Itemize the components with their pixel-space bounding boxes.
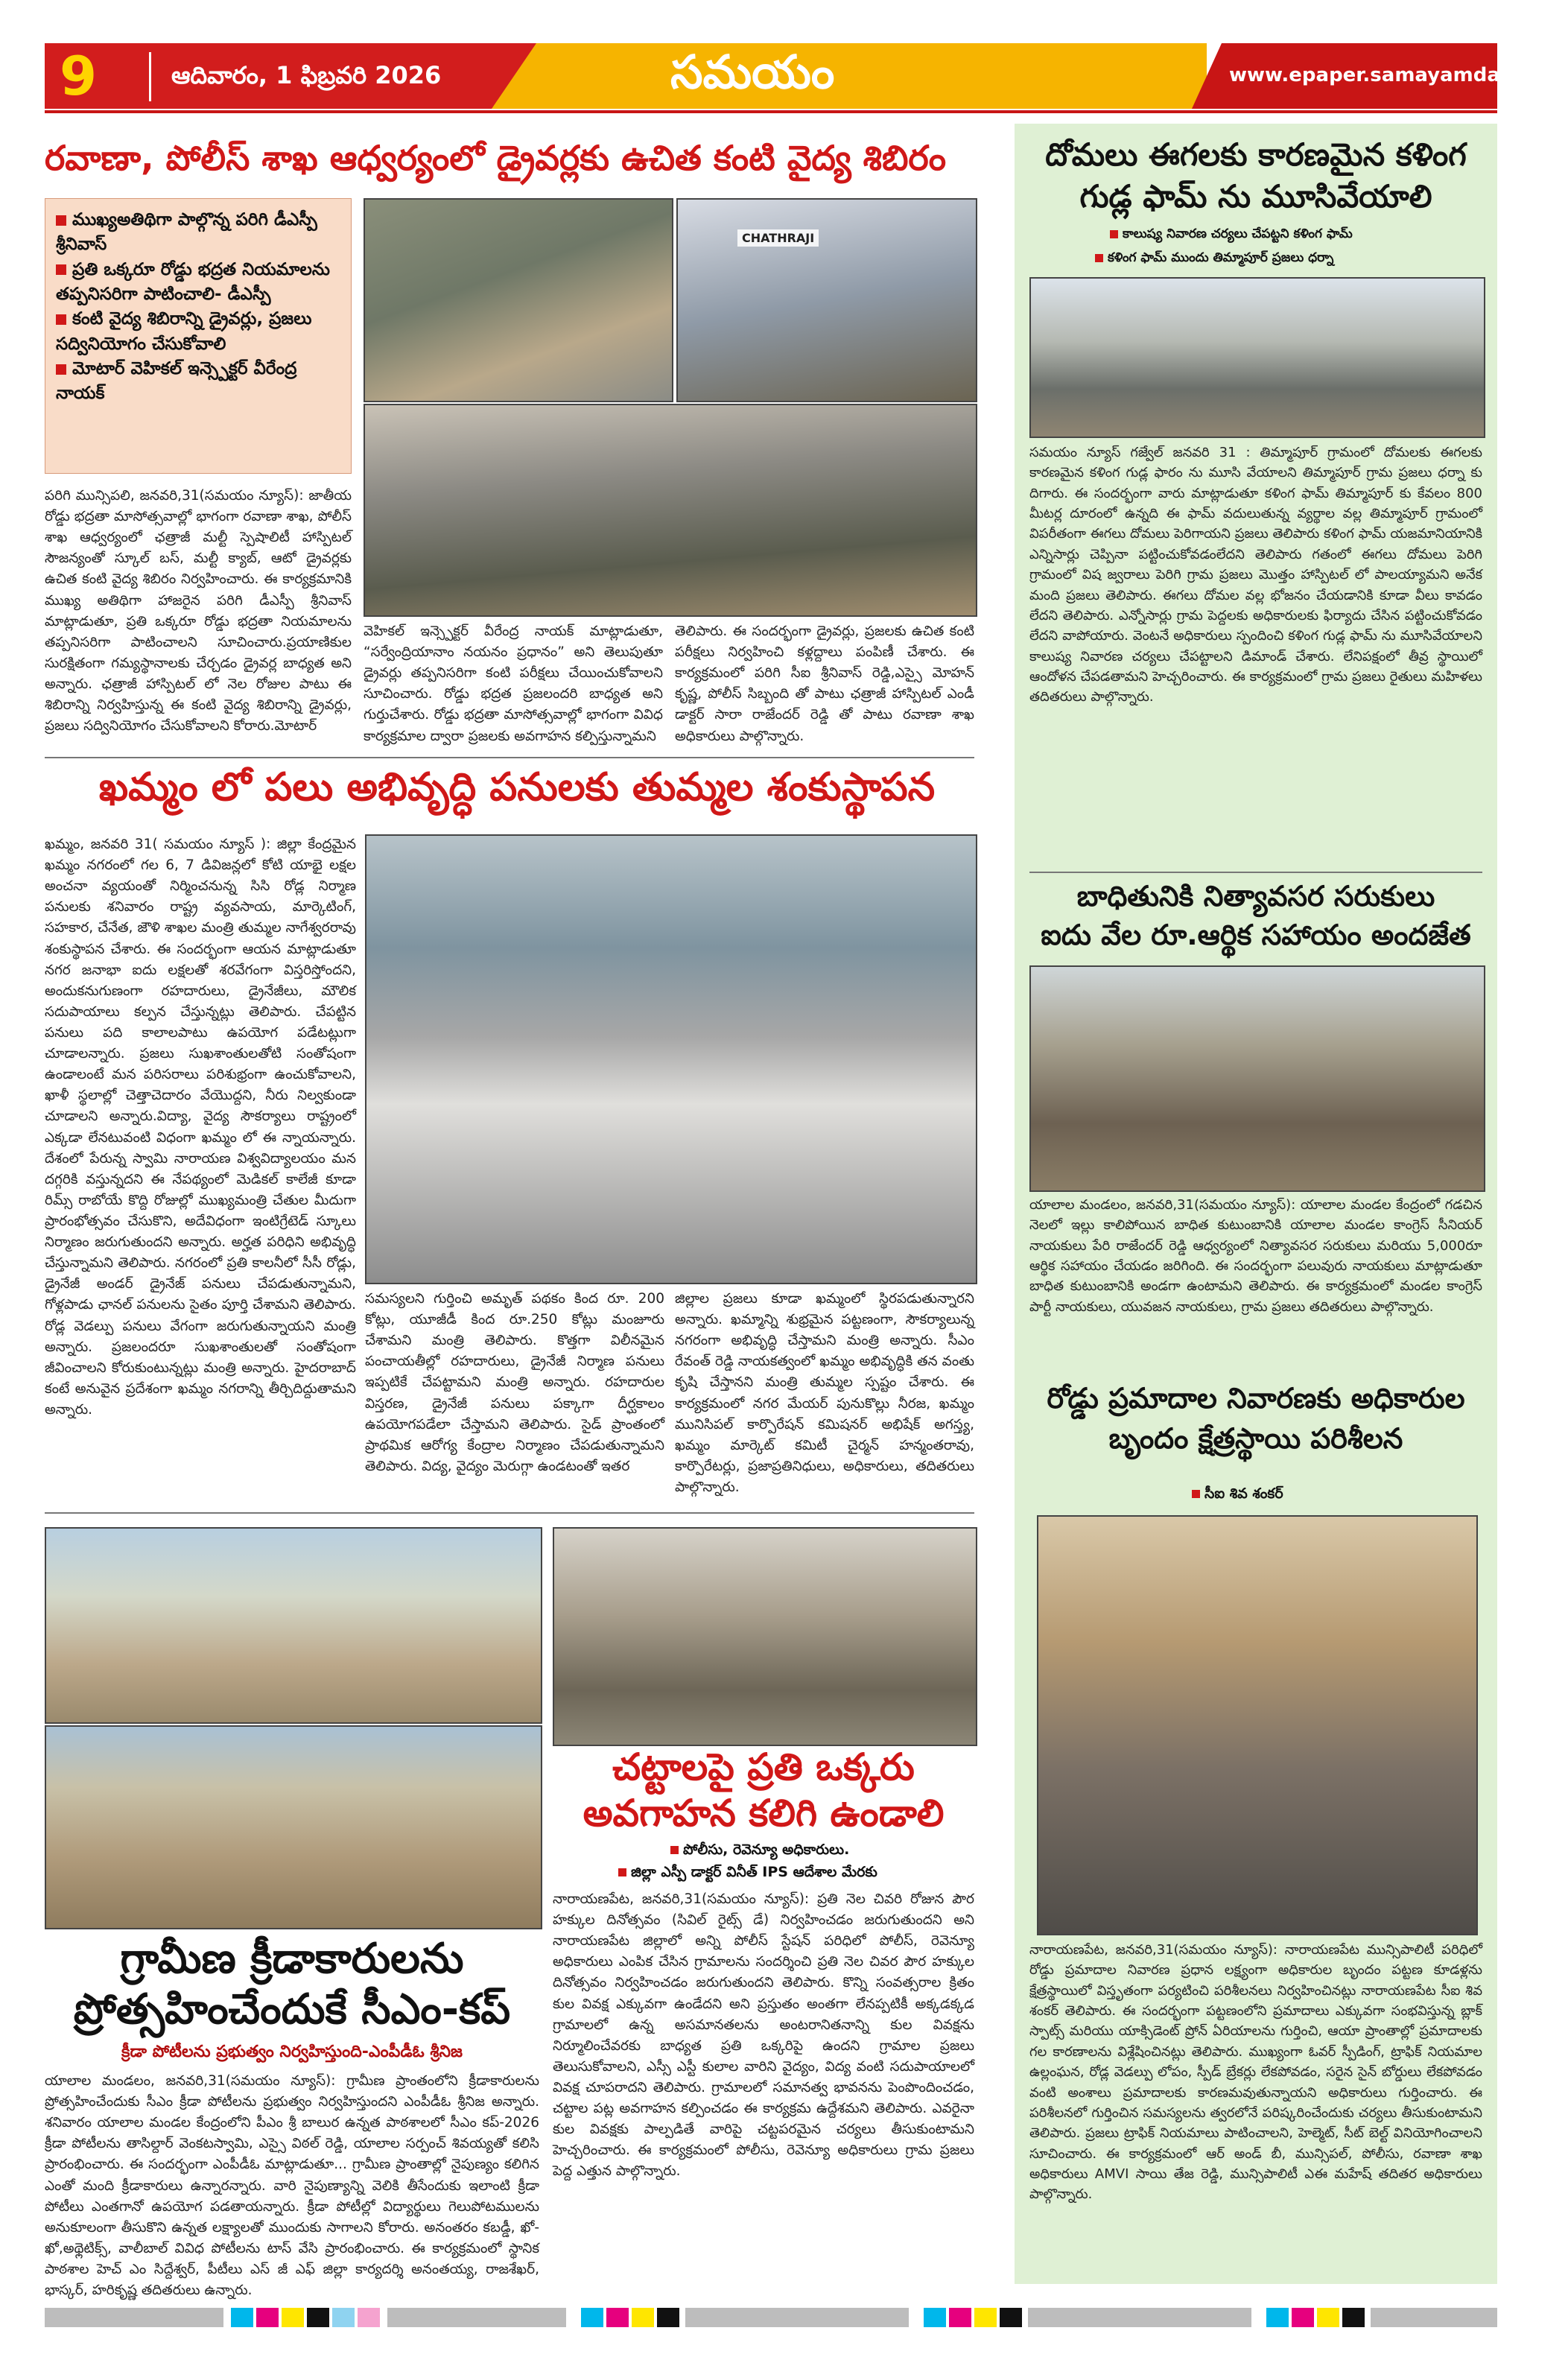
calibration-yellow [1317, 2308, 1339, 2327]
calibration-bar-gray [1371, 2308, 1497, 2327]
calibration-light-cyan [332, 2308, 355, 2327]
calibration-cyan [231, 2308, 253, 2327]
calibration-yellow [282, 2308, 304, 2327]
epaper-url[interactable]: www.epaper.samayamdaily.net [1229, 64, 1568, 86]
highlight-item: మోటార్ వెహికల్ ఇన్స్పెక్టర్ వీరేంద్ర నాయక్ [56, 359, 297, 404]
article5-sub2: కళింగ ఫామ్ ముందు తిమ్మాపూర్ ప్రజలు ధర్నా [1095, 250, 1333, 268]
article3-headline-line1: గ్రామీణ క్రీడాకారులను [120, 1935, 464, 1983]
article4-body: నారాయణపేట, జనవరి,31(సమయం న్యూస్): ప్రతి నెల చివరి రోజున పౌర హక్కుల దినోత్సవం (సివిల్ రైట్స్ డే) నిర్వహించడం జరుగుతుందని అని నారాయణపేట జిల్లాలో అన్ని పోలీస్ స్టేషన్ పరిధిలో పోలీస్, రెవెన్యూ అధికారులు ఎంపిక చేసిన గ్రామాలను సందర్శించి ప్రతి నెల చివర పౌర హక్కుల దినోత్సవం నిర్వహించడం జరుగుతుందని తెలిపారు. కొన్ని సంవత్సరాల క్రితం కుల వివక్ష ఎక్కువగా ఉండేదని అని ప్రస్తుతం అంతగా లేనప్పటికీ అక్కడక్కడ గ్రామాలలో ఉన్న అసమానతలను అంటరానితనాన్ని కుల వివక్షను నిర్మూలించేవరకు బాధ్యత ప్రతి ఒక్కరిపై ఉందని గ్రామాల ప్రజలు తెలుసుకోవాలని, ఎస్సీ ఎస్టీ కులాల వారిని వైద్యం, విద్య వంటి సదుపాయాలలో వివక్ష చూపరాదని తెలిపారు. గ్రామాలలో సమానత్వ భావనను పెంపొందించడం, చట్టాల పట్ల అవగాహన కల్పించడం ఈ కార్యక్రమ ఉద్దేశమని తెలిపారు. ఎవరైనా కుల వివక్షకు పాల్పడితే వారిపై చట్టపరమైన చర్యలు తీసుకుంటామని హెచ్చరించారు. ఈ కార్యక్రమంలో పోలీసు, రెవెన్యూ అధికారులు గ్రామ ప్రజలు పెద్ద ఎత్తున పాల్గొన్నారు. [553, 1891, 974, 2180]
calibration-magenta [256, 2308, 279, 2327]
article1-photo-hospital [676, 198, 977, 402]
article1-headline: రవాణా, పోలీస్ శాఖ ఆధ్వర్యంలో డ్రైవర్లకు ఉచిత కంటి వైద్య శిబిరం [45, 138, 947, 178]
header-rule [45, 110, 1497, 113]
article1-photo-officers [364, 198, 673, 402]
article6-headline-line2: ఐదు వేల రూ.ఆర్థిక సహాయం అందజేత [1041, 919, 1471, 951]
article6-headline-line1: బాధితునికి నిత్యావసర సరుకులు [1076, 880, 1435, 913]
page-number: 9 [60, 45, 98, 107]
masthead: సమయం [670, 45, 835, 99]
highlight-item: కంటి వైద్య శిబిరాన్ని డ్రైవర్లు, ప్రజలు సద్వినియోగం చేసుకోవాలి [56, 309, 312, 354]
article4-sub2: జిల్లా ఎస్పీ డాక్టర్ వినీత్ IPS ఆదేశాల మేరకు [618, 1864, 877, 1884]
header-yellow-band [492, 43, 1207, 109]
calibration-cyan [924, 2308, 946, 2327]
article3-body: యాలాల మండలం, జనవరి,31(సమయం న్యూస్): గ్రామీణ ప్రాంతంలోని క్రీడాకారులను ప్రోత్సహించేందుకు సీఎం క్రీడా పోటీలను ప్రభుత్వం నిర్వహిస్తుందని ఎంపీడీఓ శ్రీనిజ అన్నారు. శనివారం యాలాల మండల కేంద్రంలోని పీఎం శ్రీ బాలుర ఉన్నత పాఠశాలలో సీఎం కప్-2026 క్రీడా పోటీలను తాసిల్దార్ వెంకటస్వామి, ఎస్సై విఠల్ రెడ్డి, యాలాల సర్పంచ్ శివయ్యతో కలిసి ప్రారంభించారు. ఈ సందర్భంగా ఎంపీడీఓ మాట్లాడుతూ... గ్రామీణ ప్రాంతాల్లో నైపుణ్యం కలిగిన ఎంతో మంది క్రీడాకారులు ఉన్నారన్నారు. వారి నైపుణ్యాన్ని వెలికి తీసేందుకు ఇలాంటి క్రీడా పోటీలు ఎంతగానో ఉపయోగ పడతాయన్నారు. క్రీడా పోటీల్లో విద్యార్థులు గెలుపోటములను అనుకూలంగా తీసుకొని ఉన్నత లక్ష్యాలతో ముందుకు సాగాలని కోరారు. అనంతరం కబడ్డీ, ఖో-ఖో,అథ్లెటిక్స్, వాలీబాల్ వివిధ పోటీలను టాస్ వేసి ప్రారంభించారు. ఈ కార్యక్రమంలో స్థానిక పాఠశాల హెచ్ ఎం సిద్దేశ్వర్, పీటీలు ఎస్ జీ ఎఫ్ జిల్లా కార్యదర్శి అనంతయ్య, రాజశేఖర్, భాస్కర్, హరికృష్ణ తదితరులు ఉన్నారు. [45, 2073, 539, 2299]
calibration-bar-gray [387, 2308, 566, 2327]
article7-byline: సీఐ శివ శంకర్ [1192, 1485, 1283, 1506]
article7-photo-inspection [1037, 1515, 1478, 1935]
article1-col1: పరిగి మున్సిపలి, జనవరి,31(సమయం న్యూస్): జాతీయ రోడ్డు భద్రతా మాసోత్సవాల్లో భాగంగా రవాణా శాఖ, పోలీస్ శాఖ ఆధ్వర్యంలో ఛత్రాజీ మల్టీ స్పెషాలిటీ హాస్పిటల్ సౌజన్యంతో స్కూల్ బస్, మల్టీ క్యాబ్, ఆటో డ్రైవర్లకు ఉచిత కంటి వైద్య శిబిరం నిర్వహించారు. ఈ కార్యక్రమానికి ముఖ్య అతిథిగా హాజరైన పరిగి డీఎస్పీ శ్రీనివాస్ మాట్లాడుతూ, ప్రతి ఒక్కరూ రోడ్డు భద్రతా నియమాలను తప్పనిసరిగా పాటించాలని సూచించారు.ప్రయాణికుల సురక్షితంగా గమ్యస్థానాలకు చేర్చడం డ్రైవర్ల బాధ్యత అని అన్నారు. ఛత్రాజీ హాస్పిటల్ లో నెల రోజుల పాటు ఈ శిబిరాన్ని నిర్వహిస్తున్న ఈ కంటి వైద్య శిబిరాన్ని డ్రైవర్లు, ప్రజలు సద్వినియోగం చేసుకోవాలని కోరారు.మోటార్ [45, 488, 352, 735]
calibration-black [1000, 2308, 1022, 2327]
article2-col3: జిల్లాల ప్రజలు కూడా ఖమ్మంలో స్థిరపడుతున్నారని అన్నారు. ఖమ్మాన్ని శుభ్రమైన పట్టణంగా, సౌకర్యాలున్న నగరంగా అభివృద్ధి చేస్తామని మంత్రి అన్నారు. సీఎం రేవంత్ రెడ్డి నాయకత్వంలో ఖమ్మం అభివృద్ధికి తన వంతు కృషి చేస్తానని మంత్రి తుమ్మల స్పష్టం చేశారు. ఈ కార్యక్రమంలో నగర మేయర్ పునుకొల్లు నీరజ, ఖమ్మం మునిసిపల్ కార్పొరేషన్ కమిషనర్ అభిషేక్ అగస్త్య, ఖమ్మం మార్కెట్ కమిటీ చైర్మన్ హన్మంతరావు, కార్పొరేటర్లు, ప్రజాప్రతినిధులు, అధికారులు, తదితరులు పాల్గొన్నారు. [675, 1291, 974, 1495]
calibration-yellow [974, 2308, 997, 2327]
calibration-bar-gray [685, 2308, 909, 2327]
article4-sub1: పోలీసు, రెవెన్యూ అధికారులు. [670, 1841, 849, 1862]
article3-photo-sports2 [45, 1725, 542, 1929]
article7-headline-line2: బృందం క్షేత్రస్థాయి పరిశీలన [1108, 1422, 1403, 1455]
article1-highlights [45, 198, 352, 474]
calibration-black [1342, 2308, 1365, 2327]
article2-col1: ఖమ్మం, జనవరి 31( సమయం న్యూస్ ): జిల్లా కేంద్రమైన ఖమ్మం నగరంలో గల 6, 7 డివిజన్లలో కోటి యాభై లక్షల అంచనా వ్యయంతో నిర్మించనున్న సిసి రోడ్ల నిర్మాణ పనులకు శనివారం రాష్ట్ర వ్యవసాయ, మార్కెటింగ్, సహకార, చేనేత, జౌళి శాఖల మంత్రి తుమ్మల నాగేశ్వరరావు శంకుస్థాపన చేశారు. ఈ సందర్భంగా ఆయన మాట్లాడుతూ నగర జనాభా ఐదు లక్షలతో శరవేగంగా విస్తరిస్తోందని, అందుకనుగుణంగా రహదారులు, డ్రైనేజీలు, మౌలిక సదుపాయాలు కల్పన చేస్తున్నట్లు తెలిపారు. చేపట్టిన పనులు పది కాలాలపాటు ఉపయోగ పడేటట్లుగా చూడాలన్నారు. ప్రజలు సుఖశాంతులతోటి సంతోషంగా ఉండాలంటే మన పరిసరాలు పరిశుభ్రంగా ఉంచుకోవాలని, ఖాళీ స్థలాల్లో చెత్తాచెదారం వేయొద్దని, నీరు నిల్వకుండా చూడాలని అన్నారు.విద్యా, వైద్య సౌకర్యాలు రాష్ట్రంలో ఎక్కడా లేనటువంటి విధంగా ఖమ్మం లో ఈ న్నాయన్నారు. దేశంలో పేరున్న స్వామి నారాయణ విశ్వవిద్యాలయం మన దగ్గరికి వస్తున్నదని ఈ నేపథ్యంలో మెడికల్ కాలేజీ కూడా రిమ్స్ రాబోయే కొద్ది రోజుల్లో ముఖ్యమంత్రి చేతుల మీదుగా ప్రారంభోత్సవం చేసుకొని, అదేవిధంగా ఇంటిగ్రేటెడ్ స్కూలు నిర్మాణం జరుగుతుందని అన్నారు. అర్హత పరిధిని అభివృద్ధి చేస్తున్నామని తెలిపారు. నగరంలో ప్రతి కాలనీలో సీసీ రోడ్లు, డ్రైనేజీ అండర్ డ్రైనేజ్ పనులు చేపడుతున్నామని, గోళ్లపాడు ఛానల్ పనులను సైతం పూర్తి చేశామని తెలిపారు. రోడ్ల వెడల్పు పనులు వేగంగా జరుగుతున్నాయని మంత్రి అన్నారు. ప్రజలందరూ సుఖశాంతులతో సంతోషంగా జీవించాలని కోరుకుంటున్నట్లు మంత్రి అన్నారు. హైదరాబాద్ కంటే అనువైన ప్రదేశంగా ఖమ్మం నగరాన్ని తీర్చిదిద్దుతామని అన్నారు. [45, 837, 356, 1418]
header-divider [149, 52, 151, 101]
article1-col3: తెలిపారు. ఈ సందర్భంగా డ్రైవర్లు, ప్రజలకు ఉచిత కంటి పరీక్షలు నిర్వహించి కళ్లద్దాలు పంపిణీ చేశారు. ఈ కార్యక్రమంలో పరిగి సీఐ శ్రీనివాస్ రెడ్డి,ఎస్సై మోహన్ కృష్ణ, పోలీస్ సిబ్బంది తో పాటు ఛత్రాజీ హాస్పిటల్ ఎండీ డాక్టర్ సారా రాజేందర్ రెడ్డి తో పాటు రవాణా శాఖ అధికారులు పాల్గొన్నారు. [675, 624, 974, 744]
article6-photo-donation [1029, 965, 1485, 1192]
article5-headline-line2: గుడ్ల ఫామ్ ను మూసివేయాలి [1079, 178, 1432, 215]
page-date: ఆదివారం, 1 ఫిబ్రవరి 2026 [171, 61, 442, 89]
article4-headline-line1: చట్టాలపై ప్రతి ఒక్కరు [612, 1745, 915, 1789]
highlight-item: ప్రతి ఒక్కరూ రోడ్డు భద్రత నియమాలను తప్పనిసరిగా పాటించాలి- డీఎస్పీ [56, 259, 330, 305]
calibration-yellow [632, 2308, 654, 2327]
calibration-magenta [1292, 2308, 1314, 2327]
article2-headline: ఖమ్మం లో పలు అభివృద్ధి పనులకు తుమ్మల శంకుస్థాపన [98, 765, 936, 810]
article4-photo-meeting [553, 1527, 977, 1746]
article5-body: సమయం న్యూస్ గజ్వేల్ జనవరి 31 : తిమ్మాపూర్ గ్రామంలో దోమలకు ఈగలకు కారణమైన కళింగ గుడ్ల ఫారం ను మూసి వేయాలని తిమ్మాపూర్ గ్రామ ప్రజలు ధర్నా కు దిగారు. ఈ సందర్భంగా వారు మాట్లాడుతూ కళింగ ఫామ్ తిమ్మాపూర్ కు కేవలం 800 మీటర్ల దూరంలో ఉన్నది ఈ ఫామ్ వదులుతున్న వ్యర్థాల వల్ల తిమ్మాపూర్ గ్రామంలో విపరీతంగా ఈగలు దోమలు పెరిగాయని ప్రజలు తెలిపారు కళింగ ఫామ్ యజమానియానికి ఎన్నిసార్లు చెప్పినా పట్టించుకోవడంలేదని తెలిపారు గతంలో ఈగలు దోమలు పెరిగి గ్రామంలో విష జ్వరాలు పెరిగి గ్రామ ప్రజలు మొత్తం హాస్పిటల్ లో పాలయ్యామని అనేక మంది ప్రజలు తెలిపారు. ఈగలు దోమల వల్ల భోజనం చేయడానికి కూడా వీలు కావడం లేదని తెలిపారు. ఎన్నోసార్లు గ్రామ పెద్దలకు అధికారులకు ఫిర్యాదు చేసిన పట్టించుకోవడం లేదని వాపోయారు. వెంటనే అధికారులు స్పందించి కళింగ గుడ్ల ఫామ్ ను మూసివేయాలని కాలుష్య నివారణ చర్యలు చేపట్టాలని డిమాండ్ చేశారు. లేనిపక్షంలో తీవ్ర స్థాయిలో ఆందోళన చేపడతామని హెచ్చరించారు. ఈ కార్యక్రమంలో గ్రామ ప్రజలు రైతులు మహిళలు తదితరులు పాల్గొన్నారు. [1029, 445, 1482, 705]
calibration-magenta [949, 2308, 971, 2327]
article6-body: యాలాల మండలం, జనవరి,31(సమయం న్యూస్): యాలాల మండల కేంద్రంలో గడచిన నెలలో ఇల్లు కాలిపోయిన బాధిత కుటుంబానికి యాలాల మండల కాంగ్రెస్ సీనియర్ నాయకులు పేరి రాజేందర్ రెడ్డి ఆధ్వర్యంలో నిత్యావసర సరుకులు మరియు 5,000రూ ఆర్థిక సహాయం చేయడం జరిగింది. ఈ సందర్భంగా పలువురు నాయకులు మాట్లాడుతూ బాధిత కుటుంబానికి అండగా ఉంటామని తెలిపారు. ఈ కార్యక్రమంలో మండల కాంగ్రెస్ పార్టీ నాయకులు, యువజన నాయకులు, గ్రామ ప్రజలు తదితరులు పాల్గొన్నారు. [1029, 1197, 1482, 1315]
article2-photo-minister-stage [365, 834, 977, 1284]
article3-photo-sports1 [45, 1527, 542, 1724]
article1-photo-banner [364, 404, 977, 617]
calibration-black [307, 2308, 329, 2327]
calibration-magenta [606, 2308, 629, 2327]
calibration-cyan [581, 2308, 603, 2327]
article1-bottom-rule [45, 757, 974, 758]
calibration-cyan [1266, 2308, 1289, 2327]
article1-col2: వెహికల్ ఇన్స్పెక్టర్ వీరేంద్ర నాయక్ మాట్లాడుతూ, “సర్వేంద్రియానాం నయనం ప్రధానం” అని తెలుపుతూ డ్రైవర్లు తప్పనిసరిగా కంటి పరీక్షలు చేయించుకోవాలని సూచించారు. రోడ్డు భద్రత ప్రజలందరి బాధ్యత అని గుర్తుచేశారు. రోడ్డు భద్రతా మాసోత్సవాల్లో భాగంగా వివిధ కార్యక్రమాల ద్వారా ప్రజలకు అవగాహన కల్పిస్తున్నామని [364, 624, 663, 744]
article2-bottom-rule [45, 1512, 974, 1514]
article7-headline-line1: రోడ్డు ప్రమాదాల నివారణకు అధికారుల [1047, 1382, 1465, 1415]
article3-headline-line2: ప్రోత్సహించేందుకే సీఎం-కప్ [73, 1985, 511, 2034]
calibration-bar-gray [1028, 2308, 1251, 2327]
calibration-black [657, 2308, 679, 2327]
article2-col2: సమస్యలని గుర్తించి అమృత్ పథకం కింద రూ. 200 కోట్లు, యూజీడీ కింద రూ.250 కోట్లు మంజూరు చేశామని మంత్రి తెలిపారు. కొత్తగా విలీనమైన పంచాయతీల్లో రహదారులు, డ్రైనేజీ నిర్మాణ పనులు ఇప్పటికే చేపట్టామని మంత్రి అన్నారు. రహదారుల విస్తరణ, డ్రైనేజీ పనులు పక్కాగా దీర్ఘకాలం ఉపయోగపడేలా చేస్తామని తెలిపారు. సైడ్ ప్రాంతంలో ప్రాథమిక ఆరోగ్య కేంద్రాల నిర్మాణం చేపడుతున్నామని తెలిపారు. విద్య, వైద్యం మెరుగ్గా ఉండటంతో ఇతర [365, 1291, 664, 1474]
calibration-bar-gray [45, 2308, 223, 2327]
calibration-light-magenta [358, 2308, 380, 2327]
article4-headline-line2: అవగాహన కలిగి ఉండాలి [583, 1792, 945, 1835]
article5-photo-protest [1029, 277, 1485, 438]
article5-headline-line1: దోమలు ఈగలకు కారణమైన కళింగ [1045, 136, 1467, 173]
highlight-item: ముఖ్యఅతిథిగా పాల్గొన్న పరిగి డీఎస్పీ శ్రీనివాస్ [56, 210, 317, 255]
article3-subhead: క్రీడా పోటీలను ప్రభుత్వం నిర్వహిస్తుంది-ఎంపీడీఓ శ్రీనిజ [121, 2043, 463, 2061]
article5-bottom-rule [1029, 872, 1482, 873]
hospital-sign: CHATHRAJI [737, 229, 819, 247]
article7-body: నారాయణపేట, జనవరి,31(సమయం న్యూస్): నారాయణపేట మున్సిపాలిటీ పరిధిలో రోడ్డు ప్రమాదాల నివారణ ప్రధాన లక్ష్యంగా అధికారుల బృందం పట్టణ కూడళ్లను క్షేత్రస్థాయిలో విస్తృతంగా పర్యటించి పరిశీలనలు నిర్వహించినట్లు నారాయణపేట సీఐ శివ శంకర్ తెలిపారు. ఈ సందర్భంగా పట్టణంలోని ప్రమాదాలు ఎక్కువగా సంభవిస్తున్న బ్లాక్ స్పాట్స్ మరియు యాక్సిడెంట్ ప్రోన్ ఏరియాలను గుర్తించి, ఆయా ప్రాంతాల్లో ప్రమాదాలకు గల కారణాలను విశ్లేషించినట్లు తెలిపారు. ముఖ్యంగా ఓవర్ స్పీడింగ్, ట్రాఫిక్ నియమాల ఉల్లంఘన, రోడ్ల వెడల్పు లోపం, స్పీడ్ బ్రేకర్లు లేకపోవడం, సరైన సైన్ బోర్డులు లేకపోవడం వంటి అంశాలు ప్రమాదాలకు కారణమవుతున్నాయని అధికారులు గుర్తించారు. ఈ పరిశీలనలో గుర్తించిన సమస్యలను త్వరలోనే పరిష్కరించేందుకు చర్యలు తీసుకుంటామని తెలిపారు. ప్రజలు ట్రాఫిక్ నియమాలు పాటించాలని, హెల్మెట్, సీట్ బెల్ట్ వినియోగించాలని సూచించారు. ఈ కార్యక్రమంలో ఆర్ అండ్ బీ, మున్సిపల్, పోలీసు, రవాణా శాఖ అధికారులు AMVI సాయి తేజ రెడ్డి, మున్సిపాలిటీ ఎఈ మహేష్ తదితర అధికారులు పాల్గొన్నారు. [1029, 1942, 1482, 2203]
article5-sub1: కాలుష్య నివారణ చర్యలు చేపట్టని కళింగ ఫామ్ [1110, 226, 1353, 244]
